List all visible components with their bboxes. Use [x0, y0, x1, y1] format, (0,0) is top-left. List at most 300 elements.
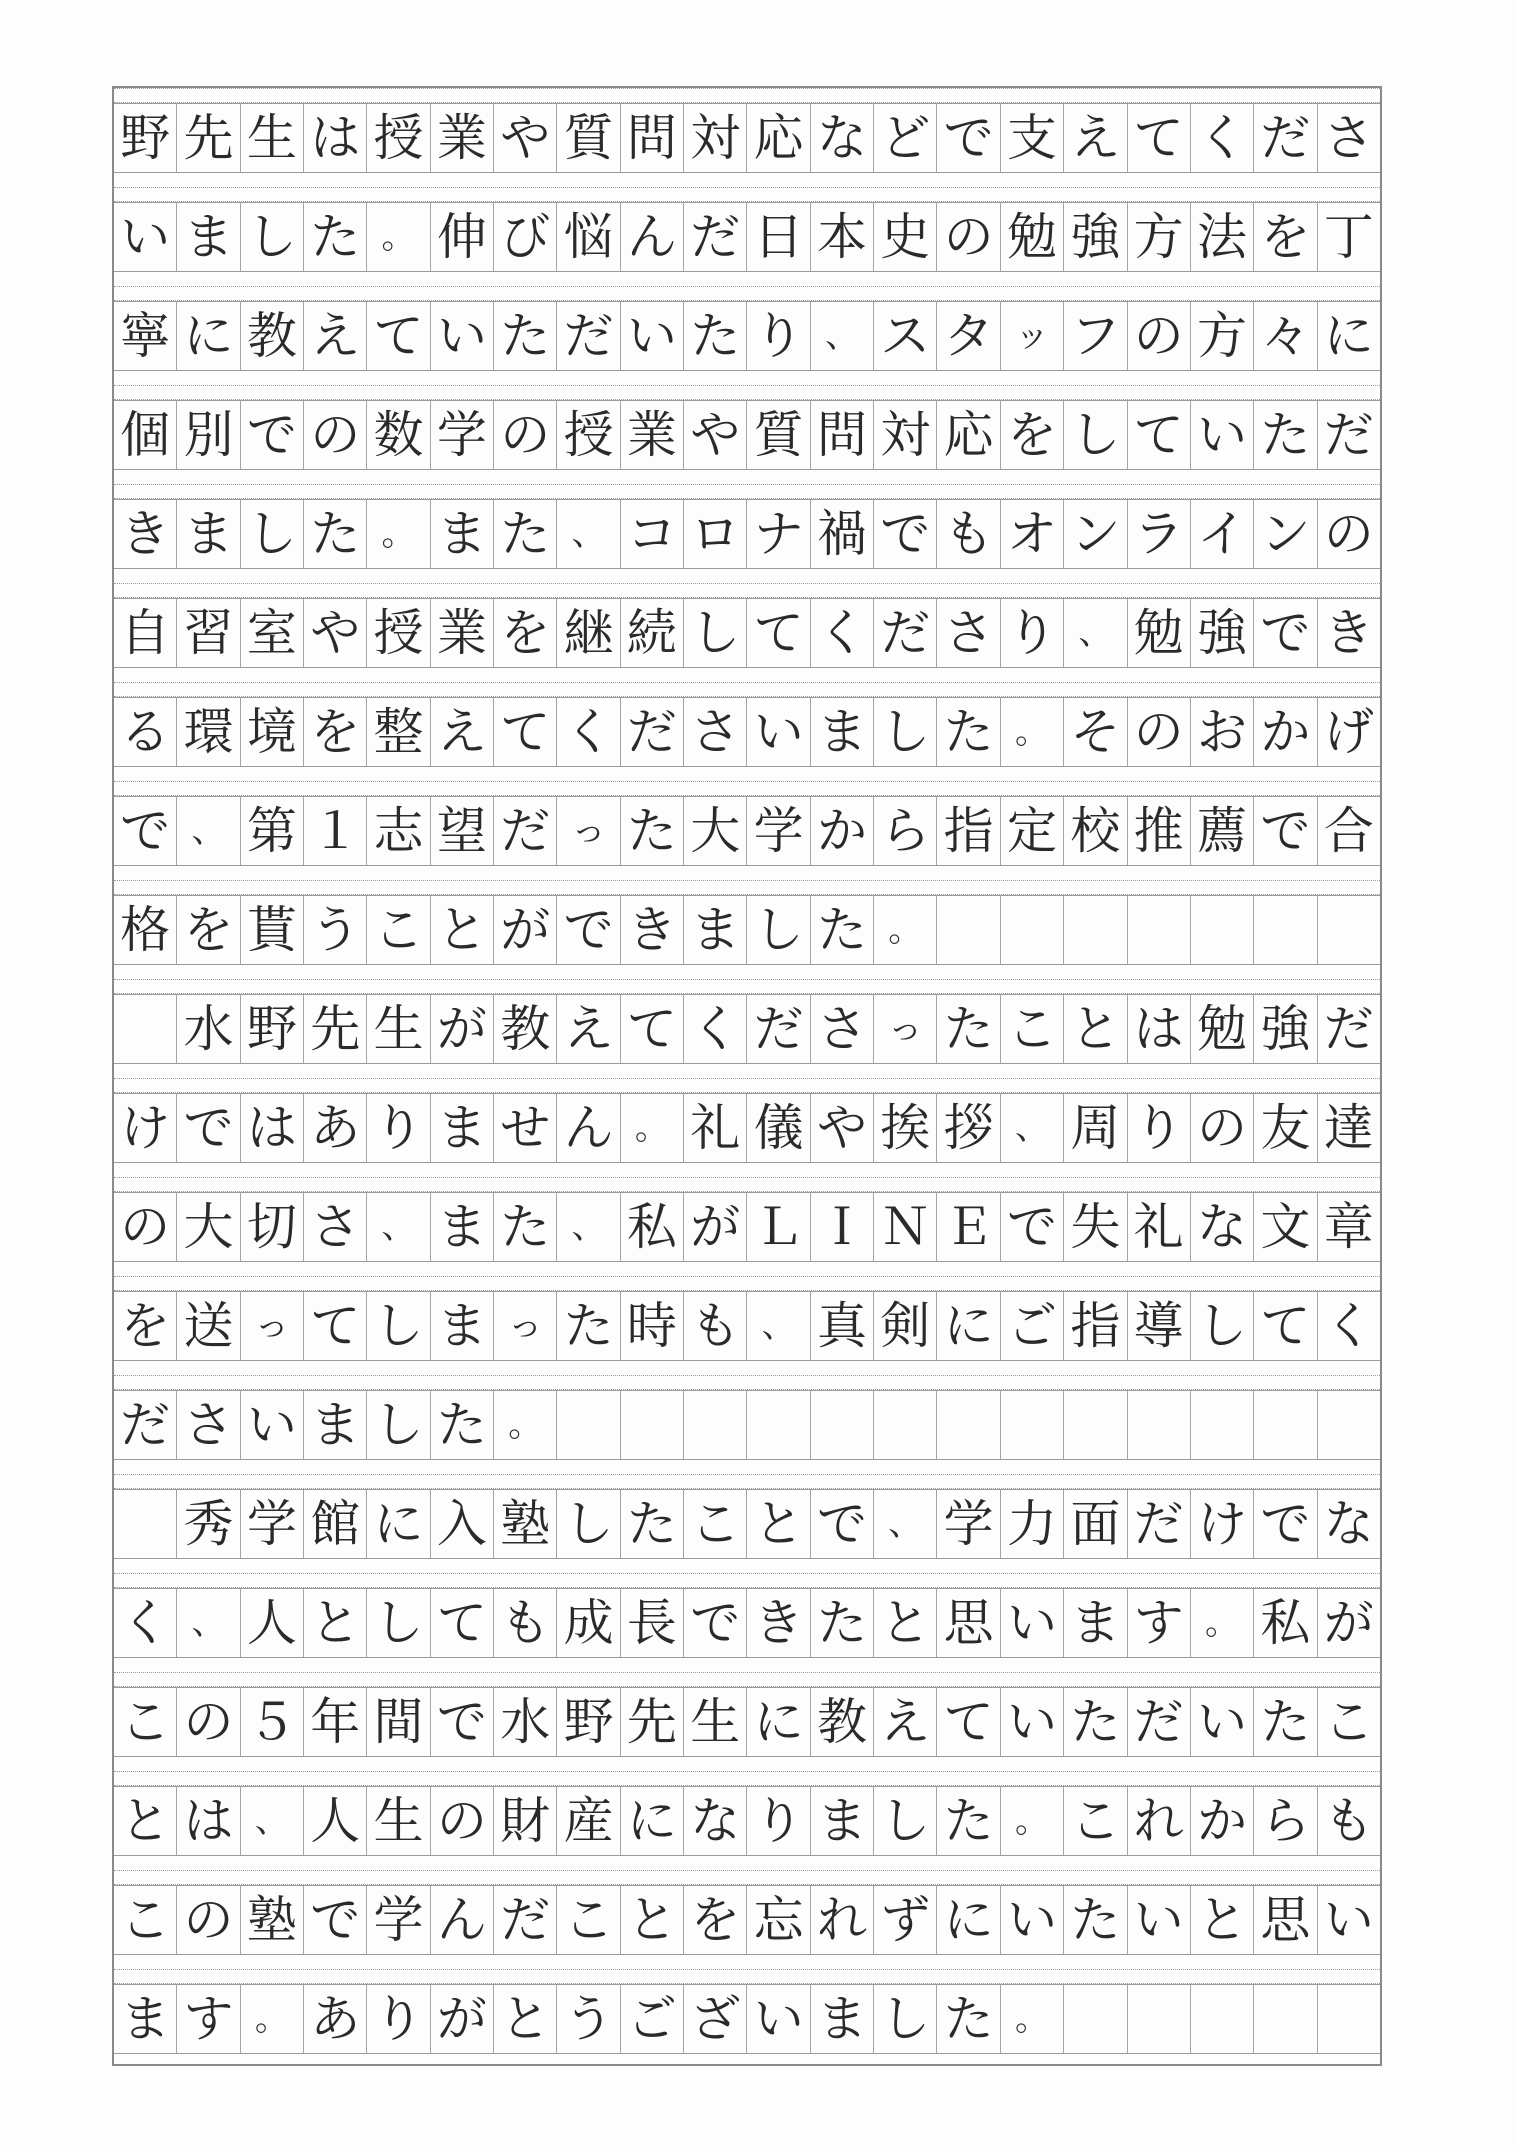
char-cell: で — [811, 1490, 874, 1558]
char-cell: 先 — [304, 995, 367, 1063]
char-cell: だ — [684, 203, 747, 271]
char-cell — [1254, 1985, 1317, 2053]
char-cell: 達 — [1323, 1098, 1374, 1157]
char-cell: そ — [1064, 698, 1127, 766]
char-cell: た — [1254, 1688, 1317, 1756]
char-cell: こ — [1001, 995, 1064, 1063]
char-cell: た — [937, 698, 1000, 766]
char-cell: ナ — [747, 500, 810, 568]
char-cell: を — [684, 1886, 747, 1954]
char-cell: に — [1323, 306, 1374, 365]
char-cell: 学 — [937, 1490, 1000, 1558]
char-cell: 、 — [747, 1292, 810, 1360]
char-cell: た — [811, 896, 874, 964]
char-cell: た — [937, 995, 1000, 1063]
char-cell — [1128, 896, 1191, 964]
char-cell: 日 — [747, 203, 810, 271]
char-cell: コ — [621, 500, 684, 568]
char-cell: 望 — [431, 797, 494, 865]
line-gap — [114, 1276, 1380, 1291]
char-cell: い — [431, 302, 494, 370]
char-cell: や — [494, 104, 557, 172]
char-cell: こ — [684, 1490, 747, 1558]
char-cell: ご — [621, 1985, 684, 2053]
genkou-grid — [112, 86, 1382, 2066]
char-cell: に — [937, 1886, 1000, 1954]
char-cell: り — [367, 1985, 430, 2053]
char-cell: き — [1323, 603, 1374, 662]
manuscript-line — [114, 499, 1380, 569]
char-cell: こ — [557, 1886, 620, 1954]
char-cell: 秀 — [177, 1490, 240, 1558]
char-cell: し — [874, 1985, 937, 2053]
line-gap — [114, 1969, 1380, 1984]
char-cell: は — [241, 1094, 304, 1162]
char-cell: 授 — [557, 401, 620, 469]
char-cell: ま — [431, 1292, 494, 1360]
char-cell: 拶 — [937, 1094, 1000, 1162]
char-cell: 思 — [1254, 1886, 1317, 1954]
char-cell: 、 — [874, 1490, 937, 1558]
char-cell: す — [177, 1985, 240, 2053]
char-cell: 生 — [684, 1688, 747, 1756]
char-cell: 整 — [367, 698, 430, 766]
char-cell: 別 — [177, 401, 240, 469]
char-cell: ５ — [241, 1688, 304, 1756]
char-cell: た — [621, 797, 684, 865]
char-cell: れ — [811, 1886, 874, 1954]
char-cell: あ — [304, 1985, 367, 2053]
char-cell: だ — [1323, 999, 1374, 1058]
char-cell: 定 — [1001, 797, 1064, 865]
char-cell: て — [304, 1292, 367, 1360]
char-cell: た — [494, 500, 557, 568]
char-cell: 章 — [1323, 1197, 1374, 1256]
char-cell: 思 — [937, 1589, 1000, 1657]
char-cell: っ — [494, 1292, 557, 1360]
char-cell: に — [177, 302, 240, 370]
char-cell: 、 — [367, 1193, 430, 1261]
char-cell: し — [367, 1391, 430, 1459]
char-cell: 勉 — [1128, 599, 1191, 667]
char-cell: 野 — [557, 1688, 620, 1756]
char-cell: さ — [177, 1391, 240, 1459]
char-cell: び — [494, 203, 557, 271]
char-cell: 導 — [1128, 1292, 1191, 1360]
char-cell: で — [1254, 1490, 1317, 1558]
char-cell: て — [937, 1688, 1000, 1756]
char-cell — [874, 1391, 937, 1459]
char-cell: 丁 — [1323, 207, 1374, 266]
char-cell: Ｉ — [811, 1193, 874, 1261]
char-cell: な — [684, 1787, 747, 1855]
char-cell: さ — [304, 1193, 367, 1261]
char-cell: ラ — [1128, 500, 1191, 568]
char-cell: 。 — [367, 500, 430, 568]
char-cell: 私 — [1254, 1589, 1317, 1657]
char-cell: や — [684, 401, 747, 469]
char-cell: 境 — [241, 698, 304, 766]
char-cell: し — [1064, 401, 1127, 469]
char-cell: す — [1128, 1589, 1191, 1657]
char-cell: ご — [1001, 1292, 1064, 1360]
char-cell: く — [684, 995, 747, 1063]
char-cell: く — [557, 698, 620, 766]
char-cell: だ — [747, 995, 810, 1063]
char-cell: 水 — [494, 1688, 557, 1756]
char-cell — [114, 1490, 177, 1558]
char-cell: 強 — [1064, 203, 1127, 271]
char-cell: 指 — [1064, 1292, 1127, 1360]
char-cell: た — [1254, 401, 1317, 469]
char-cell: く — [1191, 104, 1254, 172]
char-cell: こ — [1064, 1787, 1127, 1855]
char-cell: 習 — [177, 599, 240, 667]
char-cell: く — [1323, 1296, 1374, 1355]
char-cell: 。 — [1001, 1787, 1064, 1855]
char-cell: 学 — [241, 1490, 304, 1558]
char-cell: 塾 — [494, 1490, 557, 1558]
char-cell: 塾 — [241, 1886, 304, 1954]
char-cell: で — [177, 1094, 240, 1162]
char-cell: し — [367, 1589, 430, 1657]
char-cell: し — [241, 500, 304, 568]
char-cell: 学 — [431, 401, 494, 469]
char-cell: 。 — [241, 1985, 304, 2053]
char-cell — [1254, 896, 1317, 964]
char-cell: も — [1323, 1791, 1374, 1850]
char-cell: た — [684, 302, 747, 370]
char-cell: の — [431, 1787, 494, 1855]
char-cell: 授 — [367, 104, 430, 172]
char-cell: 寧 — [114, 302, 177, 370]
manuscript-line — [114, 1489, 1380, 1559]
char-cell: と — [304, 1589, 367, 1657]
char-cell: の — [1323, 504, 1374, 563]
char-cell — [1001, 896, 1064, 964]
char-cell: て — [1128, 401, 1191, 469]
char-cell: が — [684, 1193, 747, 1261]
char-cell — [621, 1391, 684, 1459]
char-cell: を — [1254, 203, 1317, 271]
char-cell: 強 — [1191, 599, 1254, 667]
char-cell: 授 — [367, 599, 430, 667]
char-cell: 水 — [177, 995, 240, 1063]
line-gap — [114, 880, 1380, 895]
char-cell: っ — [557, 797, 620, 865]
char-cell: だ — [1128, 1490, 1191, 1558]
char-cell: と — [494, 1985, 557, 2053]
manuscript-line — [114, 301, 1380, 371]
char-cell: 、 — [241, 1787, 304, 1855]
char-cell: 生 — [367, 1787, 430, 1855]
char-cell: だ — [1254, 104, 1317, 172]
char-cell: 切 — [241, 1193, 304, 1261]
char-cell: が — [1323, 1593, 1374, 1652]
char-cell: 格 — [114, 896, 177, 964]
char-cell: 力 — [1001, 1490, 1064, 1558]
char-cell: い — [114, 203, 177, 271]
char-cell: て — [431, 1589, 494, 1657]
char-cell: だ — [874, 599, 937, 667]
char-cell: ま — [431, 1193, 494, 1261]
char-cell: Ｌ — [747, 1193, 810, 1261]
char-cell: き — [747, 1589, 810, 1657]
char-cell: や — [304, 599, 367, 667]
char-cell: ざ — [684, 1985, 747, 2053]
char-cell: 挨 — [874, 1094, 937, 1162]
char-cell: た — [304, 203, 367, 271]
char-cell: も — [684, 1292, 747, 1360]
char-cell: い — [241, 1391, 304, 1459]
char-cell: い — [1001, 1886, 1064, 1954]
char-cell: て — [621, 995, 684, 1063]
char-cell: だ — [494, 797, 557, 865]
char-cell: だ — [1128, 1688, 1191, 1756]
char-cell: 儀 — [747, 1094, 810, 1162]
char-cell: 、 — [557, 500, 620, 568]
manuscript-line — [114, 202, 1380, 272]
char-cell: は — [1128, 995, 1191, 1063]
manuscript-line — [114, 103, 1380, 173]
char-cell: フ — [1064, 302, 1127, 370]
char-cell: で — [684, 1589, 747, 1657]
char-cell: ッ — [1001, 302, 1064, 370]
char-cell: 忘 — [747, 1886, 810, 1954]
char-cell: で — [1254, 797, 1317, 865]
char-cell: で — [304, 1886, 367, 1954]
char-cell: ま — [811, 1787, 874, 1855]
char-cell: 、 — [1001, 1094, 1064, 1162]
char-cell: だ — [557, 302, 620, 370]
char-cell: を — [177, 896, 240, 964]
char-cell: 薦 — [1191, 797, 1254, 865]
char-cell: え — [431, 698, 494, 766]
char-cell: だ — [114, 1391, 177, 1459]
char-cell: 成 — [557, 1589, 620, 1657]
char-cell — [1318, 1985, 1380, 2053]
char-cell: 学 — [747, 797, 810, 865]
line-gap — [114, 1573, 1380, 1588]
char-cell: 禍 — [811, 500, 874, 568]
char-cell: い — [1001, 1589, 1064, 1657]
char-cell: ス — [874, 302, 937, 370]
char-cell: 財 — [494, 1787, 557, 1855]
char-cell: 。 — [1001, 1985, 1064, 2053]
char-cell: ま — [431, 1094, 494, 1162]
char-cell: た — [937, 1985, 1000, 2053]
char-cell: 問 — [621, 104, 684, 172]
line-gap — [114, 286, 1380, 301]
char-cell — [684, 1391, 747, 1459]
char-cell: た — [811, 1589, 874, 1657]
char-cell: た — [494, 1193, 557, 1261]
char-cell: 先 — [177, 104, 240, 172]
char-cell: 入 — [431, 1490, 494, 1558]
char-cell — [1191, 1985, 1254, 2053]
char-cell: 悩 — [557, 203, 620, 271]
char-cell: イ — [1191, 500, 1254, 568]
char-cell: て — [1254, 1292, 1317, 1360]
char-cell: し — [747, 896, 810, 964]
char-cell: 推 — [1128, 797, 1191, 865]
char-cell: 。 — [1001, 698, 1064, 766]
char-cell: て — [1128, 104, 1191, 172]
manuscript-line — [114, 1093, 1380, 1163]
char-cell: 周 — [1064, 1094, 1127, 1162]
char-cell: ロ — [684, 500, 747, 568]
char-cell: い — [747, 698, 810, 766]
char-cell: 業 — [621, 401, 684, 469]
char-cell: は — [304, 104, 367, 172]
char-cell: と — [621, 1886, 684, 1954]
line-gap — [114, 1870, 1380, 1885]
char-cell: し — [684, 599, 747, 667]
char-cell: 強 — [1254, 995, 1317, 1063]
char-cell — [1191, 896, 1254, 964]
char-cell: 勉 — [1191, 995, 1254, 1063]
char-cell: り — [367, 1094, 430, 1162]
char-cell: の — [1128, 698, 1191, 766]
char-cell: 業 — [431, 104, 494, 172]
char-cell: 野 — [241, 995, 304, 1063]
manuscript-line — [114, 1885, 1380, 1955]
char-cell: 生 — [241, 104, 304, 172]
char-cell: 年 — [304, 1688, 367, 1756]
char-cell — [1128, 1391, 1191, 1459]
char-cell — [1318, 1391, 1380, 1459]
char-cell: 第 — [241, 797, 304, 865]
char-cell: ん — [557, 1094, 620, 1162]
char-cell: 間 — [367, 1688, 430, 1756]
char-cell: ま — [114, 1985, 177, 2053]
char-cell: り — [747, 302, 810, 370]
char-cell: 失 — [1064, 1193, 1127, 1261]
char-cell — [1191, 1391, 1254, 1459]
char-cell: タ — [937, 302, 1000, 370]
char-cell: の — [177, 1688, 240, 1756]
char-cell: こ — [367, 896, 430, 964]
char-cell: に — [747, 1688, 810, 1756]
char-cell: 、 — [1064, 599, 1127, 667]
char-cell — [1064, 896, 1127, 964]
char-cell: 。 — [367, 203, 430, 271]
char-cell: い — [1001, 1688, 1064, 1756]
char-cell: た — [1064, 1886, 1127, 1954]
char-cell: 、 — [811, 302, 874, 370]
char-cell: ま — [431, 500, 494, 568]
char-cell: て — [747, 599, 810, 667]
char-cell: と — [114, 1787, 177, 1855]
char-cell: く — [114, 1589, 177, 1657]
manuscript-line — [114, 1192, 1380, 1262]
char-cell: さ — [937, 599, 1000, 667]
char-cell: い — [621, 302, 684, 370]
char-cell: き — [114, 500, 177, 568]
line-gap — [114, 583, 1380, 598]
char-cell: さ — [1323, 108, 1374, 167]
char-cell: え — [304, 302, 367, 370]
char-cell: し — [874, 1787, 937, 1855]
line-gap — [114, 781, 1380, 796]
char-cell: オ — [1001, 500, 1064, 568]
char-cell — [1064, 1985, 1127, 2053]
char-cell: ま — [811, 1985, 874, 2053]
char-cell — [937, 896, 1000, 964]
char-cell: 送 — [177, 1292, 240, 1360]
char-cell: 、 — [557, 1193, 620, 1261]
char-cell: ン — [1064, 500, 1127, 568]
char-cell: 面 — [1064, 1490, 1127, 1558]
char-cell: 方 — [1191, 302, 1254, 370]
char-cell: Ｅ — [937, 1193, 1000, 1261]
char-cell — [937, 1391, 1000, 1459]
char-cell: ま — [177, 203, 240, 271]
char-cell: 々 — [1254, 302, 1317, 370]
char-cell: 応 — [747, 104, 810, 172]
char-cell: や — [811, 1094, 874, 1162]
char-cell: に — [367, 1490, 430, 1558]
char-cell: 友 — [1254, 1094, 1317, 1162]
char-cell: 人 — [304, 1787, 367, 1855]
char-cell: で — [114, 797, 177, 865]
char-cell: ら — [874, 797, 937, 865]
char-cell: 応 — [937, 401, 1000, 469]
char-cell: 館 — [304, 1490, 367, 1558]
char-cell — [811, 1391, 874, 1459]
char-cell: 剣 — [874, 1292, 937, 1360]
char-cell: 文 — [1254, 1193, 1317, 1261]
manuscript-line — [114, 400, 1380, 470]
line-gap — [114, 187, 1380, 202]
char-cell: と — [747, 1490, 810, 1558]
manuscript-line — [114, 1786, 1380, 1856]
char-cell: で — [1001, 1193, 1064, 1261]
char-cell: 方 — [1128, 203, 1191, 271]
char-cell: 礼 — [1128, 1193, 1191, 1261]
char-cell: で — [874, 500, 937, 568]
char-cell: 継 — [557, 599, 620, 667]
char-cell: た — [494, 302, 557, 370]
char-cell: 教 — [241, 302, 304, 370]
char-cell: 大 — [684, 797, 747, 865]
manuscript-line — [114, 994, 1380, 1064]
char-cell: え — [1064, 104, 1127, 172]
char-cell: で — [1254, 599, 1317, 667]
char-cell: と — [1191, 1886, 1254, 1954]
char-cell: り — [1001, 599, 1064, 667]
char-cell: 学 — [367, 1886, 430, 1954]
char-cell: を — [114, 1292, 177, 1360]
char-cell: こ — [1323, 1692, 1374, 1751]
char-cell: 続 — [621, 599, 684, 667]
char-cell: ン — [1254, 500, 1317, 568]
char-cell: か — [1254, 698, 1317, 766]
char-cell: 指 — [937, 797, 1000, 865]
char-cell: の — [937, 203, 1000, 271]
line-gap — [114, 682, 1380, 697]
char-cell: え — [874, 1688, 937, 1756]
char-cell: 野 — [114, 104, 177, 172]
char-cell: だ — [621, 698, 684, 766]
manuscript-line — [114, 697, 1380, 767]
line-gap — [114, 1474, 1380, 1489]
char-cell: 勉 — [1001, 203, 1064, 271]
char-cell: と — [874, 1589, 937, 1657]
char-cell: か — [811, 797, 874, 865]
char-cell — [1001, 1391, 1064, 1459]
line-gap — [114, 1771, 1380, 1786]
